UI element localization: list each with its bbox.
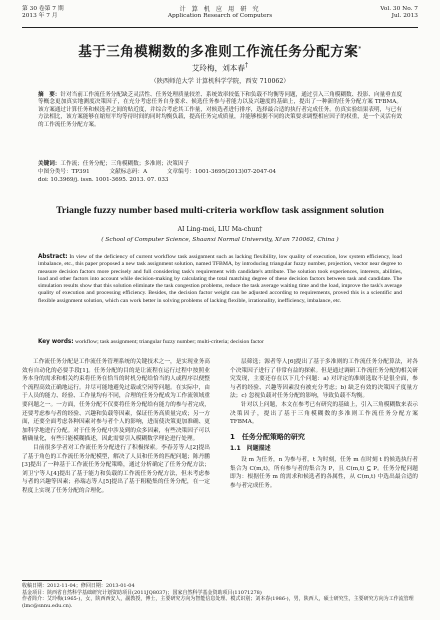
header-rule [22,27,418,28]
title-footnote-mark: * [358,45,362,53]
authors-cn-text: 艾玲梅，刘本春 [191,63,245,73]
paper-title-cn-text: 基于三角模糊数的多准则工作流任务分配方案 [78,44,359,60]
abstract-en-label: Abstract: [38,254,68,260]
classification-row [38,169,402,176]
body-column-left [22,358,210,496]
header-right [380,6,418,20]
body-column-right [230,358,418,490]
body-paragraph: 设 m 为任务，n 为参与者，t 为时刻，任务 m 在时刻 t 的候选执行者集合为 C(m,t)，所有参与者的集合为 P，且 C(m,t) ⊆ P。任务分配问题即为：根据任务 m 的需求和候选者的各属性，从 C(m,t) 中选出最合适的参与者完成任务。 [230,456,418,489]
section-heading: 1 任务分配策略的研究 [230,432,305,441]
doi: doi: 10.3969/j. issn. 1001-3695. 2013. 07. 033 [38,177,169,183]
keywords-en-label: Key words: [38,339,74,345]
keywords-en [38,339,402,346]
footnote-bio: 作者简介：艾玲梅(1965-)，女，陕西西安人，副教授，博士，主要研究方向为智能信息处理、模式识别；刘本春(1986-)，男，陕西人，硕士研究生，主要研究方向为工作流管理(lmc@snnu.edu.cn). [22,596,414,609]
keywords-cn [38,161,402,168]
abstract-cn [38,92,402,129]
header-date-en: Jul. 2013 [391,13,418,19]
author-mark-cn: † [244,62,249,69]
authors-cn [0,62,440,74]
clc-number: 中图分类号：TP391 [38,169,90,175]
header-date-cn: 2013 年 7 月 [22,13,58,19]
footnote-rule [22,580,102,581]
abstract-cn-label: 摘 要： [38,92,61,98]
journal-name-en: Application Research of Computers [167,13,273,19]
footnote-received: 收稿日期：2012-11-04；修回日期：2013-01-04 [22,583,135,589]
article-id: 文章编号：1001-3695(2013)07-2047-04 [166,169,277,175]
paper-title-en: Triangle fuzzy number based multi-criteria workflow task assignment solution [56,205,384,216]
header-volume-en: Vol. 30 No. 7 [380,6,418,12]
authors-en: AI Ling-mei, LIU Ma-chun† [177,226,263,233]
header-volume-cn: 第 30 卷第 7 期 [22,6,64,12]
document-code: 文献标志码：A [109,169,148,175]
paper-title-cn [0,40,440,60]
body-paragraph: 针对以上问题，本文在参考已有研究的基础上，引入三角模糊数来表示决策因子，提出了基于三角模糊数的多准则工作流任务分配方案 TFBMA。 [230,401,418,426]
footnotes [22,583,418,609]
affiliation-en: ( School of Computer Science, Shaanxi Normal University, Xi'an 710062, China ) [101,237,339,243]
body-paragraph: 目前很多学者对工作流任务分配进行了积极探索。李春芳等人[2]提出了基于角色的工作流任务分配模型，解决了人员和任务的匹配问题；陈丹鹏[3]提出了一种基于工作流任务分配策略，通过分析确定了任务分配方法；刘卫宁等人[4]提出了基于能力和负载的工作流任务分配方法，但未考虑参与者的兴趣等因素；孙瑞志等人[5]提出了基于粗糙集的任务分配，在一定程度上实现了任务分配的合理化。 [22,444,210,494]
journal-name-cn: 计 算 机 应 用 研 究 [179,6,261,13]
abstract-en [38,254,402,305]
header-center [22,6,418,20]
body-paragraph: 层筛选；源者等人[6]提出了基于多准则的工作流任务分配算法，对各个决策因子进行了非常有益的探索。但是通过调研工作流任务分配的相关研究发现，主要还存在以下几个问题：a) 对评定的准则选取不是很全面，参与者的经验、兴趣等因素没有被充分考虑；b) 缺乏有效的决策因子度量方法；c) 忽视负载对任务分配的影响，导致负载不均衡。 [230,359,418,400]
keywords-en-text: workflow; task assignment; triangular fuzzy number; multi-criteria; decision factor [74,339,264,345]
abstract-cn-text: 针对当前工作流任务分配缺乏灵活性、任务处理质量较差、系统效率较低下和负载不均衡等问题，通过引入三角模糊数、投影、向量垂直度等概念更加真实地测度决策因子，在充分考虑任务自身要求、候选任务参与者能力以及兴趣度的基础上，提出了一种新的任务分配方案 TFBMA。该方案通过计算任务和候选者之间的贴近度，并综合考虑其工作量，对候选者进行排序，选择最合适的执行者完成任务。仿真实验结果表明，与已有方法相比，该方案能够在缩短平均等待时间的同时均衡负载，提高任务完成质量，并能够根据不同的决策要求调整相应因子的权重，是一个灵活有效的工作流任务分配方案。 [38,92,402,128]
running-header [22,6,418,26]
body-paragraph: 工作流任务分配是工作流任务管理系统的关键技术之一，是实现业务高效有自动化的必要手段[1]。任务分配的目的是让流程在运行过程中按照业务本身的需求和相关约束将任务在恰当的时机分配给恰当的人或程序以便整个流程高效正确地运行。并尽可能地避免过载或空闲等问题。在实际中，由于人员的能力、经验、工作量均有不同，合理的任务分配成为工作流领域重要问题之一。一方面，任务分配不仅要将任务分配给有能力的参与者完成，还要考虑参与者的经验、兴趣和负载等因素，保证任务高质量完成；另一方面，还要全面考虑各种因素对参与者个人的影响，进而使决策更加准确、更加科学地进行分配。对于任务分配中涉及到的众多因素，有些决策因子可以精确量化，有些只能模糊描述，因此需要引入模糊数学理论进行处理。 [22,359,210,443]
affiliation-cn: （陕西师范大学 计算机科学学院，西安 710062） [150,78,290,85]
subsection-heading: 1.1 问题描述 [230,445,271,453]
keywords-cn-label: 关键词： [38,161,61,167]
footnote-fund: 基金项目：陕西省自然科学基础研究计划资助项目(2011JQ8037)；国家自然科学基金资助项目(11071278) [22,589,262,596]
keywords-cn-text: 工作流；任务分配；三角模糊数；多准则；决策因子 [60,161,190,167]
abstract-en-text: In view of the deficiency of current workflow task assignment such as lacking flexibility, low quality of execution, low system efficiency, load imbalance, etc., this paper proposed a new task assignment solution, named TFBMA, by introducing triangular fuzzy number, projection, vector near degree to measure decision factors more precisely and full considering task's requirement with candidate's attribute. The solution took experiences, interests, abilities, load and other factors into account while decision-making by calculating the total matching degree of these decision factors between task and candidate. The simulation results show that this solution eliminate the task congestion problems, reduce the task average waiting time and the load, improve the task's average quality of execution and processing efficiency. Besides, the decision factor weight can be adjusted according to requirements, proved this is a scientific and flexible assignment solution, which can work better in solving problems of lacking flexible, irrationality, inefficiency, imbalance, etc. [38,254,402,304]
